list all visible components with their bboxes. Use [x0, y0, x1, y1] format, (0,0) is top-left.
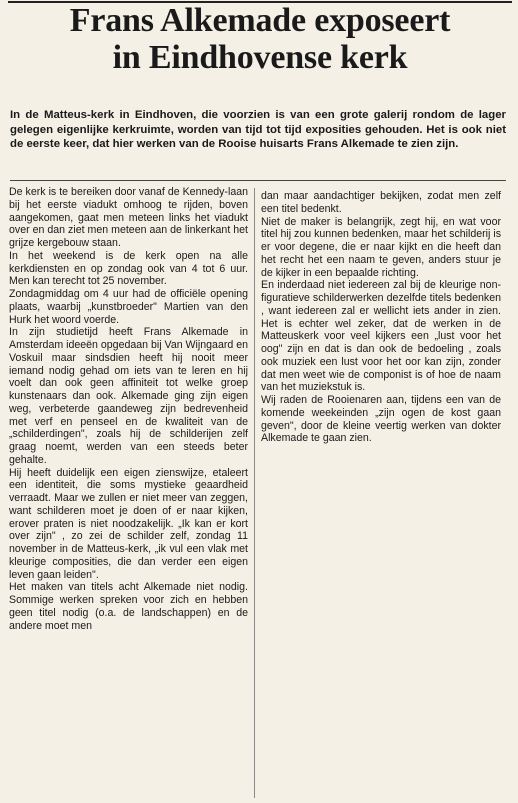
intro-divider [10, 180, 506, 181]
paragraph: En inderdaad niet iedereen zal bij de kleurige non-figuratieve schilderwerken dezelfde titels bedenken , want iedereen zal er wellicht iets ander in zien. Het is echter wel zeker, dat de werken in de Matteuskerk voor veel kijkers een „lust voor het oog" zijn en dat is dan ook de bedoeling , zoals ook muziek een lust voor het oor kan zijn, zonder dat men weet wie de componist is of hoe de naam van het muziekstuk is. [261, 279, 501, 394]
headline-line-1: Frans Alkemade exposeert [69, 2, 451, 39]
article-column-right [261, 190, 501, 445]
paragraph: In het weekend is de kerk open na alle kerkdiensten en op zondag ook van 4 tot 6 uur. Men kan terecht tot 25 november. [9, 249, 248, 288]
headline [6, 2, 514, 76]
intro-paragraph: In de Matteus-kerk in Eindhoven, die voorzien is van een grote galerij rondom de lager gelegen eigenlijke kerkruimte, worden van tijd tot tijd exposities gehouden. Het is ook niet de eerste keer, dat hier werken van de Rooise huisarts Frans Alkemade te zien zijn. [10, 109, 506, 151]
paragraph: Niet de maker is belangrijk, zegt hij, en wat voor titel hij zou kunnen bedenken, maar het schilderij is er voor degene, die er naar kijkt en die heeft dan het recht het een naam te geven, anders stuur je de kijker in een bepaalde richting. [261, 215, 501, 279]
paragraph: Zondagmiddag om 4 uur had de officiële opening plaats, waarbij „kunstbroeder" Martien van den Hurk het woord voerde. [9, 288, 248, 326]
paragraph: De kerk is te bereiken door vanaf de Kennedy-laan bij het eerste viadukt omhoog te rijden, boven aangekomen, gaat men meteen links het viadukt over en dan ziet men meteen aan de linkerkant het grijze kergebouw staan. [9, 186, 248, 249]
article-column-left [9, 186, 248, 632]
paragraph: Het maken van titels acht Alkemade niet nodig. Sommige werken spreken voor zich en hebben geen titel nodig (o.a. de landschappen) en de andere moet men [9, 581, 248, 632]
headline-line-2: in Eindhovense kerk [112, 39, 408, 76]
paragraph: Wij raden de Rooienaren aan, tijdens een van de komende weekeinden „zijn ogen de kost gaan geven", door de kleine veertig werken van dokter Alkemade te gaan zien. [261, 394, 501, 445]
column-divider [254, 188, 255, 798]
paragraph: dan maar aandachtiger bekijken, zodat men zelf een titel bedenkt. [261, 190, 501, 215]
paragraph: Hij heeft duidelijk een eigen zienswijze, etaleert een identiteit, die soms mystieke geaardheid verraadt. Maar we zullen er niet meer van zeggen, want schilderen moet je doen of er naar kijken, erover praten is niet noodzakelijk. „Ik kan er kort over zijn" , zo zei de schilder zelf, zondag 11 november in de Matteus-kerk, „ik vul een vlak met kleurige composities, die dan verder een eigen leven gaan leiden". [9, 466, 248, 581]
paragraph: In zijn studietijd heeft Frans Alkemade in Amsterdam ideeën opgedaan bij Van Wijngaard en Voskuil maar sindsdien heeft hij nooit meer iemand nodig gehad om iets van te leren en hij voelt dan ook geen affiniteit tot welke groep kunstenaars dan ook. Alkemade ging zijn eigen weg, verbeterde gaandeweg zijn bedrevenheid met verf en penseel en de kwaliteit van de „schilderdingen", zoals hij de schilderijen zelf graag noemt, werden van een steeds beter gehalte. [9, 326, 248, 466]
